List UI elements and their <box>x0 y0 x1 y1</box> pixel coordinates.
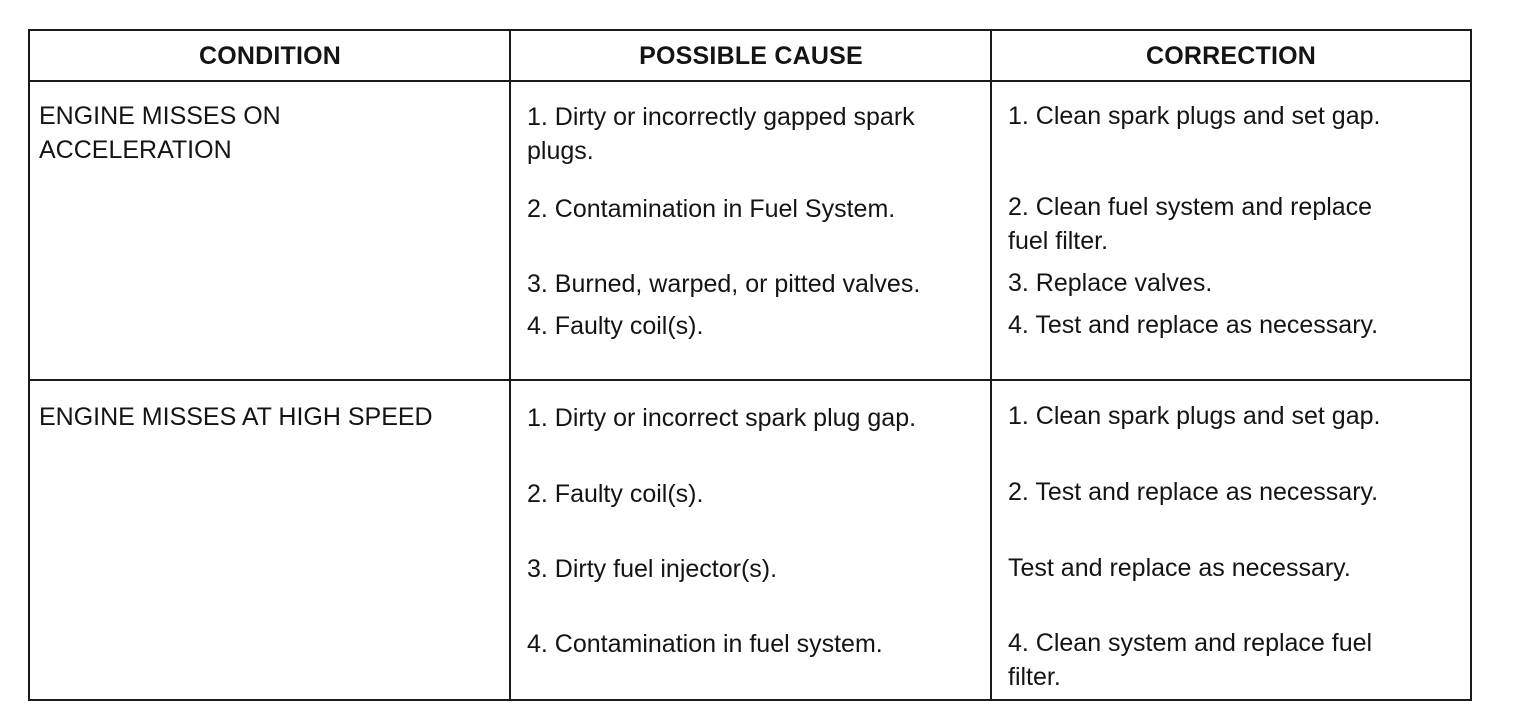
correction-item: 4. Test and replace as necessary. <box>1008 311 1379 339</box>
cause-item: 2. Faulty coil(s). <box>527 480 704 508</box>
correction-item: Test and replace as necessary. <box>1008 554 1351 582</box>
condition-cell: ENGINE MISSES ON ACCELERATION <box>39 102 281 164</box>
correction-item: 2. Test and replace as necessary. <box>1008 478 1379 506</box>
column-divider <box>990 31 992 699</box>
column-divider <box>509 31 511 699</box>
cause-item: 3. Dirty fuel injector(s). <box>527 555 778 583</box>
cause-item: 4. Contamination in fuel system. <box>527 630 883 658</box>
cause-item: 1. Dirty or incorrectly gapped spark plugs. <box>527 103 915 165</box>
troubleshooting-table <box>28 29 1472 701</box>
correction-item: 1. Clean spark plugs and set gap. <box>1008 102 1381 130</box>
correction-item: 4. Clean system and replace fuel filter. <box>1008 629 1373 691</box>
cause-item: 1. Dirty or incorrect spark plug gap. <box>527 404 917 432</box>
header-condition: CONDITION <box>198 41 342 70</box>
condition-cell: ENGINE MISSES AT HIGH SPEED <box>39 403 433 431</box>
header-possible-cause: POSSIBLE CAUSE <box>639 41 863 70</box>
header-correction: CORRECTION <box>1145 41 1317 70</box>
correction-item: 1. Clean spark plugs and set gap. <box>1008 402 1381 430</box>
cause-item: 3. Burned, warped, or pitted valves. <box>527 270 921 298</box>
cause-item: 4. Faulty coil(s). <box>527 312 704 340</box>
row-divider <box>30 379 1470 381</box>
correction-item: 2. Clean fuel system and replace fuel filter. <box>1008 193 1373 255</box>
correction-item: 3. Replace valves. <box>1008 269 1213 297</box>
cause-item: 2. Contamination in Fuel System. <box>527 195 896 223</box>
